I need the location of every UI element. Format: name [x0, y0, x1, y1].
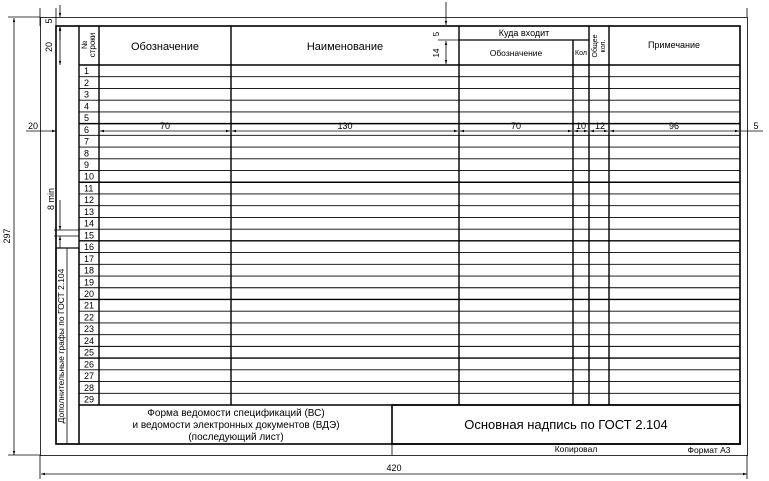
- header-qty: Кол: [575, 50, 587, 57]
- form-title-line-3: (последующий лист): [188, 432, 284, 443]
- row-number: 9: [84, 160, 90, 171]
- header-total-2: кол.: [600, 39, 607, 53]
- row-number: 17: [84, 253, 95, 264]
- row-number: 6: [84, 124, 90, 135]
- footer-copied: Копировал: [554, 444, 598, 454]
- dim-col-name: 130: [337, 121, 353, 131]
- header-remark: Примечание: [647, 40, 701, 50]
- row-number: 12: [84, 195, 95, 206]
- row-number: 4: [84, 101, 90, 112]
- dim-row-height: 8 min: [46, 187, 56, 211]
- title-block-label: Основная надпись по ГОСТ 2.104: [464, 417, 668, 432]
- header-designation: Обозначение: [130, 41, 200, 53]
- dim-sheet-width: 420: [386, 463, 402, 473]
- dim-sheet-height: 297: [2, 228, 12, 244]
- dim-col-remark: 96: [668, 121, 680, 131]
- row-number: 23: [84, 324, 95, 335]
- row-number: 13: [84, 206, 95, 217]
- row-number: 28: [84, 382, 95, 393]
- row-number: 18: [84, 265, 95, 276]
- table-grid: [79, 77, 740, 394]
- row-number: 8: [84, 148, 90, 159]
- dim-col-designation: 70: [159, 121, 171, 131]
- dim-left-20-top: 20: [44, 41, 54, 53]
- row-number: 11: [84, 183, 94, 194]
- sheet-trim-outline: [41, 18, 748, 456]
- row-number: 27: [84, 371, 95, 382]
- dim-col-where: 70: [510, 121, 522, 131]
- dim-header-14: 14: [432, 48, 441, 58]
- dim-right-margin: 5: [753, 121, 759, 131]
- row-number: 10: [84, 171, 95, 182]
- row-number: 19: [84, 277, 95, 288]
- header-where-used: Куда входит: [498, 28, 550, 38]
- header-where-used-designation: Обозначение: [489, 48, 543, 58]
- row-number: 20: [84, 288, 95, 299]
- row-number: 5: [84, 113, 90, 124]
- header-row-no-1: №: [80, 40, 89, 50]
- row-numbers: [84, 66, 94, 404]
- row-number: 25: [84, 347, 95, 358]
- header-total-1: Общее: [592, 34, 599, 58]
- side-extra-label: Дополнительные графы по ГОСТ 2.104: [56, 268, 66, 424]
- row-number: 1: [84, 66, 90, 77]
- form-title-line-2: и ведомости электронных документов (ВДЭ): [132, 420, 340, 431]
- dim-col-total: 12: [594, 121, 606, 131]
- row-number: 21: [84, 300, 95, 311]
- row-number: 22: [84, 312, 95, 323]
- header-row-no-2: строки: [88, 32, 97, 58]
- dim-left-margin: 20: [27, 121, 39, 131]
- row-number: 24: [84, 335, 95, 346]
- row-number: 26: [84, 359, 95, 370]
- form-title-line-1: Форма ведомости спецификаций (ВС): [147, 408, 325, 419]
- footer-format: Формат А3: [687, 445, 731, 455]
- row-number: 7: [84, 136, 90, 147]
- row-number: 14: [84, 218, 95, 229]
- row-number: 16: [84, 242, 95, 253]
- row-number: 3: [84, 89, 90, 100]
- dim-col-qty: 10: [575, 121, 587, 131]
- dim-top-5: 5: [44, 18, 54, 24]
- row-number: 2: [84, 77, 90, 88]
- row-number: 15: [84, 230, 95, 241]
- dim-header-5: 5: [432, 31, 441, 37]
- header-name: Наименование: [306, 41, 384, 53]
- row-number: 29: [84, 394, 95, 405]
